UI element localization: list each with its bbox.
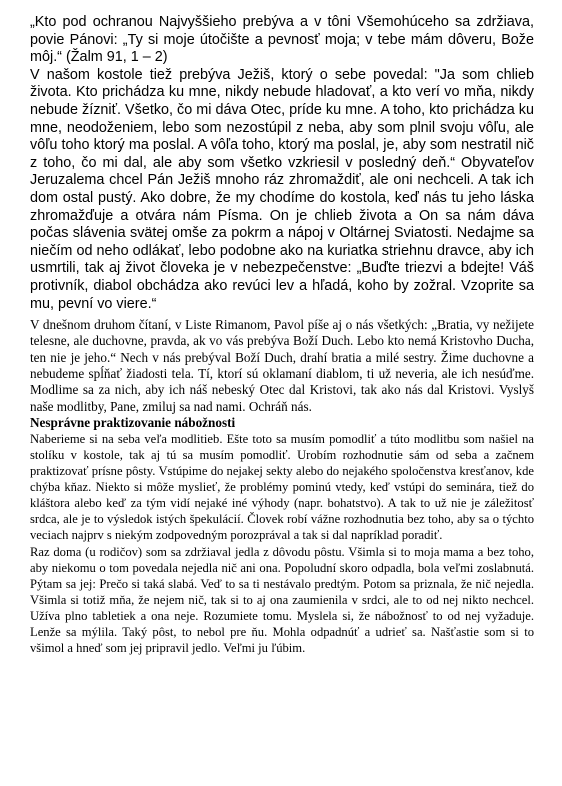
romans-reading-paragraph: V dnešnom druhom čítaní, v Liste Rimanom, Pavol píše aj o nás všetkých: „Bratia, vy nežijete telesne, ale duchovne, pravda, ak vo vás prebýva Boží Duch. Lebo kto nemá Kristovho Ducha, ten nie je jeho.“ Nech v nás prebýval Boží Duch, drahí bratia a milé sestry. Žime duchovne a nebudeme spĺňať žiadosti tela. Tí, ktorí sú oklamaní diablom, ti už neveria, ale ich nesúďme. Modlime sa za nich, aby ich náš nebeský Otec dal Kristovi, tak ako nás dal Kristovi. Vyslyš naše modlitby, Pane, zmiluj sa nad nami. Ochráň nás. — [30, 317, 534, 414]
bread-of-life-paragraph: V našom kostole tiež prebýva Ježiš, ktorý o sebe povedal: "Ja som chlieb života. Kto prichádza ku mne, nikdy nebude hladovať, a kto verí vo mňa, nikdy nebude žízniť. Všetko, čo mi dáva Otec, príde ku mne. A toho, kto prichádza ku mne, neodoženiem, lebo som nezostúpil z neba, aby som plnil svoju vôľu, ale vôľu toho ktorý ma poslal. A vôľa toho, ktorý ma poslal, je, aby som nestratil nič z toho, čo mi dal, ale aby som všetko vzkriesil v posledný deň.“ Obyvateľov Jeruzalema chcel Pán Ježiš mnoho ráz zhromaždiť, ale oni nechceli. A tak ich dom ostal pustý. Ako dobre, že my chodíme do kostola, keď nás tu jeho láska zhromažďuje a otvára nám Písma. On je chlieb života a On sa nám dáva počas slávenia svätej omše za pokrm a nápoj v Oltárnej Sviatosti. Nedajme sa niečím od neho odlákať, lebo podobne ako na kuriatka striehnu dravce, aby ich usmrtili, tak aj život človeka je v nebezpečenstve: „Buďte triezvi a bdejte! Váš protivník, diabol obchádza ako revúci lev a hľadá, koho by zožral. Vzoprite sa mu, pevní vo viere.“ — [30, 66, 534, 312]
psalm-quote-paragraph: „Kto pod ochranou Najvyššieho prebýva a v tôni Všemohúceho sa zdržiava, povie Pánovi: „Ty si moje útočište a pevnosť moja; v tebe mám dôveru, Bože môj.“ (Žalm 91, 1 – 2) — [30, 14, 534, 66]
prayers-paragraph: Naberieme si na seba veľa modlitieb. Ešte toto sa musím pomodliť a túto modlitbu som našiel na stolíku v kostole, tak aj tú sa musím pomodliť. Urobím rozhodnutie sám od seba a začnem praktizovať prísne pôsty. Vstúpime do nejakej sekty alebo do nejakého spoločenstva kresťanov, kde chýba kňaz. Niekto si môže myslieť, že problémy pominú vtedy, keď vstúpi do seminára, tiež do kláštora alebo keď za tým vidí nejaké iné výhody (napr. bohatstvo). A tak to už nie je záležitosť srdca, ale je to výsledok istých špekulácií. Človek robí vážne rozhodnutia bez toho, aby sa o týchto veciach najprv s niekým zodpovedným porozprával a tak si dal napríklad poradiť. — [30, 431, 534, 543]
section-heading: Nesprávne praktizovanie nábožnosti — [30, 414, 236, 430]
fasting-story-paragraph: Raz doma (u rodičov) som sa zdržiaval jedla z dôvodu pôstu. Všimla si to moja mama a bez toho, aby niekomu o tom povedala nejedla nič ani ona. Popoludní skoro odpadla, bola veľmi zoslabnutá. Pýtam sa jej: Prečo si taká slabá. Veď to sa ti nestávalo predtým. Potom sa priznala, že nič nejedla. Všimla si totiž mňa, že nejem nič, tak si to aj ona zaumienila v srdci, ale to od nej nikto nechcel. Užíva plno tabletiek a ona neje. Rozumiete tomu. Myslela si, že nábožnosť to od nej vyžaduje. Lenže sa mýlila. Taký pôst, to nebol pre ňu. Mohla odpadnúť a udrieť sa. Našťastie som si to všimol a hneď som jej pripravil jedlo. Veľmi ju ľúbim. — [30, 544, 534, 656]
